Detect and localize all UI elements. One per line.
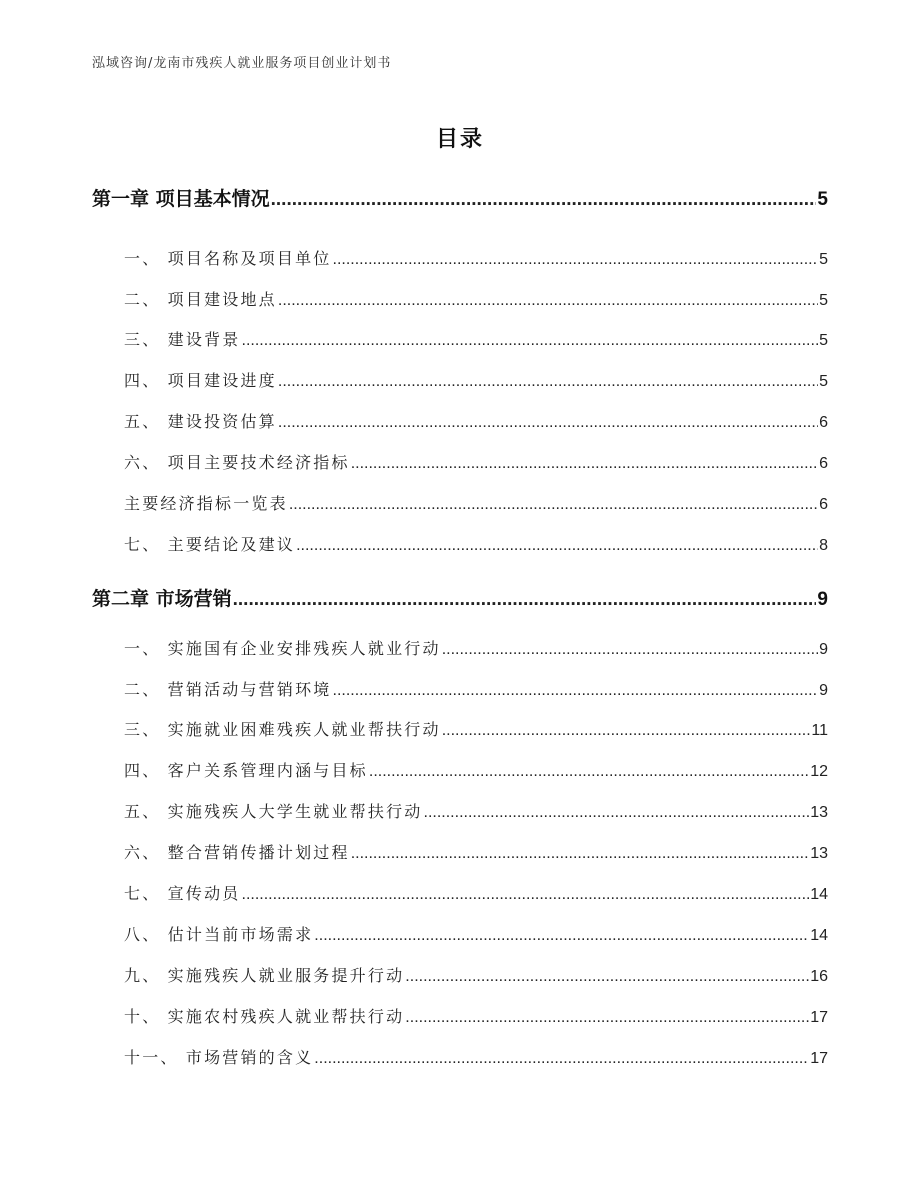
toc-section-entry[interactable] [124, 799, 828, 823]
toc-chapter-entry[interactable] [92, 584, 828, 608]
toc-page-number: 5 [819, 292, 828, 309]
toc-page-number: 9 [819, 641, 828, 658]
dot-leader [333, 682, 819, 700]
toc-page-number: 5 [817, 189, 828, 210]
toc-page-number: 6 [819, 496, 828, 513]
dot-leader [442, 641, 818, 659]
toc-page-number: 14 [810, 927, 828, 944]
toc-entry-label: 九、 实施残疾人就业服务提升行动 [124, 966, 405, 985]
toc-entry-label: 七、 主要结论及建议 [124, 535, 296, 554]
toc-entry-label: 一、 项目名称及项目单位 [124, 249, 332, 268]
toc-title: 目录 [435, 127, 484, 152]
dot-leader [369, 763, 809, 781]
toc-page-number: 5 [819, 251, 828, 268]
toc-section-entry[interactable] [124, 450, 828, 474]
toc-section-entry[interactable] [124, 287, 828, 311]
toc-entry-label: 八、 估计当前市场需求 [124, 925, 314, 944]
toc-entry-label: 五、 实施残疾人大学生就业帮扶行动 [124, 802, 423, 821]
dot-leader [351, 455, 818, 473]
dot-leader [271, 189, 817, 211]
toc-section-entry[interactable] [124, 368, 828, 392]
toc-section-entry[interactable] [124, 636, 828, 660]
toc-entry-label: 三、 建设背景 [124, 330, 241, 349]
toc-section-entry[interactable] [124, 1004, 828, 1028]
toc-section-entry[interactable] [124, 717, 828, 741]
toc-page-number: 13 [810, 845, 828, 862]
toc-page-number: 6 [819, 455, 828, 472]
toc-page-number: 17 [810, 1009, 828, 1026]
dot-leader [278, 373, 818, 391]
dot-leader [242, 332, 819, 350]
dot-leader [278, 292, 818, 310]
dot-leader [405, 968, 809, 986]
toc-section-entry[interactable] [124, 963, 828, 987]
toc-chapter-entry[interactable] [92, 184, 828, 208]
toc-entry-label: 五、 建设投资估算 [124, 412, 277, 431]
dot-leader [333, 251, 819, 269]
dot-leader [296, 537, 818, 555]
running-header: 泓域咨询/龙南市残疾人就业服务项目创业计划书 [92, 56, 392, 71]
toc-page-number: 8 [819, 537, 828, 554]
toc-entry-label: 一、 实施国有企业安排残疾人就业行动 [124, 639, 441, 658]
toc-section-entry[interactable] [124, 840, 828, 864]
toc-page-number: 5 [819, 332, 828, 349]
toc-section-entry[interactable] [124, 1045, 828, 1069]
toc-entry-label: 十一、 市场营销的含义 [124, 1048, 314, 1067]
toc-section-entry[interactable] [124, 327, 828, 351]
dot-leader [314, 1050, 809, 1068]
toc-section-entry[interactable] [124, 758, 828, 782]
toc-page-number: 11 [811, 722, 828, 739]
toc-entry-label: 六、 整合营销传播计划过程 [124, 843, 350, 862]
toc-entry-label: 六、 项目主要技术经济指标 [124, 453, 350, 472]
toc-page-number: 9 [819, 682, 828, 699]
dot-leader [278, 414, 818, 432]
toc-entry-label: 二、 营销活动与营销环境 [124, 680, 332, 699]
toc-entry-label: 四、 客户关系管理内涵与目标 [124, 761, 368, 780]
toc-page-number: 16 [810, 968, 828, 985]
toc-page-number: 5 [819, 373, 828, 390]
toc-section-entry[interactable] [124, 677, 828, 701]
toc-section-entry[interactable] [124, 409, 828, 433]
toc-entry-label: 第一章 项目基本情况 [92, 188, 270, 210]
dot-leader [405, 1009, 809, 1027]
toc-page-number: 9 [817, 589, 828, 610]
toc-section-entry[interactable] [124, 881, 828, 905]
toc-section-entry[interactable] [124, 491, 828, 515]
toc-page-number: 17 [810, 1050, 828, 1067]
toc-page-number: 13 [810, 804, 828, 821]
toc-section-entry[interactable] [124, 246, 828, 270]
toc-entry-label: 主要经济指标一览表 [124, 494, 288, 513]
toc-entry-label: 第二章 市场营销 [92, 588, 232, 610]
dot-leader [351, 845, 810, 863]
toc-entry-label: 三、 实施就业困难残疾人就业帮扶行动 [124, 720, 441, 739]
toc-section-entry[interactable] [124, 922, 828, 946]
toc-entry-label: 四、 项目建设进度 [124, 371, 277, 390]
dot-leader [289, 496, 818, 514]
toc-section-entry[interactable] [124, 532, 828, 556]
toc-entry-label: 十、 实施农村残疾人就业帮扶行动 [124, 1007, 405, 1026]
dot-leader [242, 886, 810, 904]
dot-leader [233, 589, 817, 611]
dot-leader [314, 927, 809, 945]
toc-page-number: 14 [810, 886, 828, 903]
toc-page-number: 6 [819, 414, 828, 431]
toc-entry-label: 二、 项目建设地点 [124, 290, 277, 309]
toc-page-number: 12 [810, 763, 828, 780]
dot-leader [442, 722, 811, 740]
dot-leader [424, 804, 810, 822]
toc-entry-label: 七、 宣传动员 [124, 884, 241, 903]
